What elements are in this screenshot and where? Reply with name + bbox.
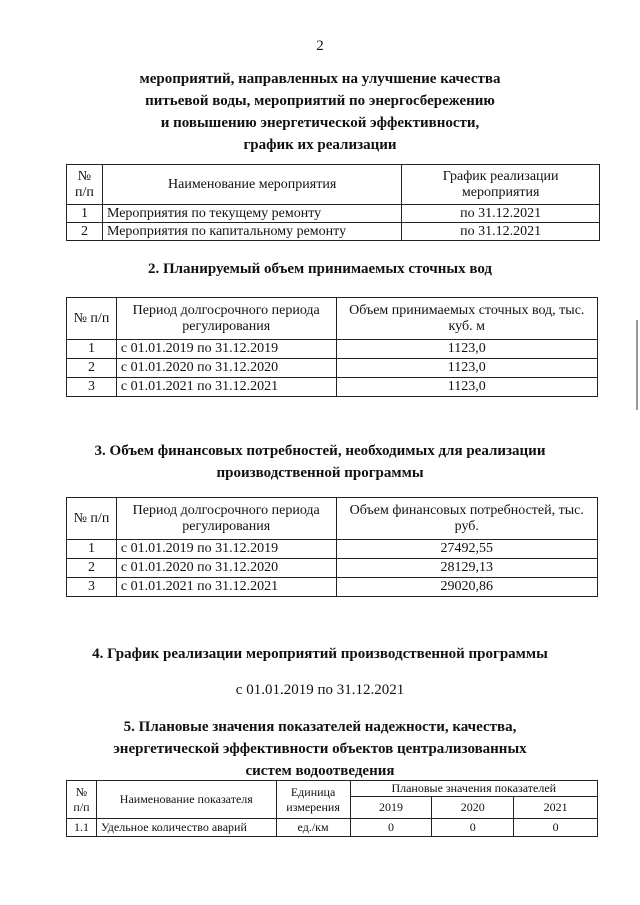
row-value-2020: 0	[432, 819, 514, 837]
section-5-title	[60, 716, 580, 782]
col-header-period: Период долгосрочного периода регулирования	[116, 498, 336, 540]
col-header-finance: Объем финансовых потребностей, тыс. руб.	[336, 498, 597, 540]
section-3-title-line: производственной программы	[216, 465, 424, 481]
col-header-schedule: График реализации мероприятия	[402, 165, 600, 205]
section-5-title-line: 5. Плановые значения показателей надежности, качества,	[123, 719, 517, 735]
intro-line: и повышению энергетической эффективности,	[160, 115, 480, 131]
row-num: 3	[67, 378, 117, 397]
row-period: с 01.01.2021 по 31.12.2021	[116, 378, 336, 397]
row-name: Мероприятия по капитальному ремонту	[102, 223, 401, 241]
row-date: по 31.12.2021	[402, 223, 600, 241]
section-4-period: с 01.01.2019 по 31.12.2021	[235, 682, 405, 698]
section-3-title-line: 3. Объем финансовых потребностей, необходимых для реализации	[94, 443, 546, 459]
row-indicator: Удельное количество аварий	[96, 819, 276, 837]
row-period: с 01.01.2019 по 31.12.2019	[116, 340, 336, 359]
intro-heading	[100, 68, 540, 156]
col-header-year: 2020	[432, 797, 514, 819]
row-value-2019: 0	[350, 819, 432, 837]
finance-table	[66, 497, 598, 597]
measures-table	[66, 164, 600, 241]
table-row	[67, 819, 598, 837]
table-row	[67, 359, 598, 378]
col-header-year: 2019	[350, 797, 432, 819]
row-num: 1.1	[67, 819, 97, 837]
row-name: Мероприятия по текущему ремонту	[102, 205, 401, 223]
page-number: 2	[316, 38, 324, 54]
wastewater-table	[66, 297, 598, 397]
col-header-indicator: Наименование показателя	[96, 781, 276, 819]
row-num: 2	[67, 223, 103, 241]
row-period: с 01.01.2020 по 31.12.2020	[116, 359, 336, 378]
row-value: 29020,86	[336, 578, 597, 597]
row-value: 1123,0	[336, 340, 597, 359]
row-num: 1	[67, 205, 103, 223]
row-value-2021: 0	[514, 819, 598, 837]
col-header-num: № п/п	[67, 781, 97, 819]
row-value: 27492,55	[336, 540, 597, 559]
table-row	[67, 378, 598, 397]
table-row	[67, 340, 598, 359]
row-date: по 31.12.2021	[402, 205, 600, 223]
indicators-table	[66, 780, 598, 837]
scan-edge-mark	[636, 320, 638, 410]
col-header-name: Наименование мероприятия	[102, 165, 401, 205]
col-header-num: № п/п	[67, 498, 117, 540]
section-3-title	[0, 440, 640, 484]
section-5-title-line: энергетической эффективности объектов централизованных	[113, 741, 527, 757]
row-period: с 01.01.2020 по 31.12.2020	[116, 559, 336, 578]
row-unit: ед./км	[276, 819, 350, 837]
row-num: 1	[67, 540, 117, 559]
row-value: 1123,0	[336, 359, 597, 378]
table-row	[67, 559, 598, 578]
col-header-unit: Единица измерения	[276, 781, 350, 819]
table-row	[67, 578, 598, 597]
col-header-period: Период долгосрочного периода регулирования	[116, 298, 336, 340]
row-period: с 01.01.2019 по 31.12.2019	[116, 540, 336, 559]
col-header-plan: Плановые значения показателей	[350, 781, 597, 797]
intro-line: мероприятий, направленных на улучшение качества	[139, 71, 501, 87]
col-header-num: № п/п	[67, 298, 117, 340]
row-value: 28129,13	[336, 559, 597, 578]
row-num: 3	[67, 578, 117, 597]
row-period: с 01.01.2021 по 31.12.2021	[116, 578, 336, 597]
col-header-volume: Объем принимаемых сточных вод, тыс. куб. м	[336, 298, 597, 340]
col-header-num: № п/п	[67, 165, 103, 205]
row-value: 1123,0	[336, 378, 597, 397]
section-5-title-line: систем водоотведения	[245, 763, 395, 779]
row-num: 2	[67, 359, 117, 378]
intro-line: график их реализации	[243, 137, 397, 153]
row-num: 2	[67, 559, 117, 578]
table-row	[67, 205, 600, 223]
intro-line: питьевой воды, мероприятий по энергосбережению	[145, 93, 495, 109]
section-4-title: 4. График реализации мероприятий производственной программы	[92, 646, 548, 662]
table-row	[67, 223, 600, 241]
row-num: 1	[67, 340, 117, 359]
col-header-year: 2021	[514, 797, 598, 819]
table-row	[67, 540, 598, 559]
section-2-title: 2. Планируемый объем принимаемых сточных вод	[147, 261, 493, 277]
